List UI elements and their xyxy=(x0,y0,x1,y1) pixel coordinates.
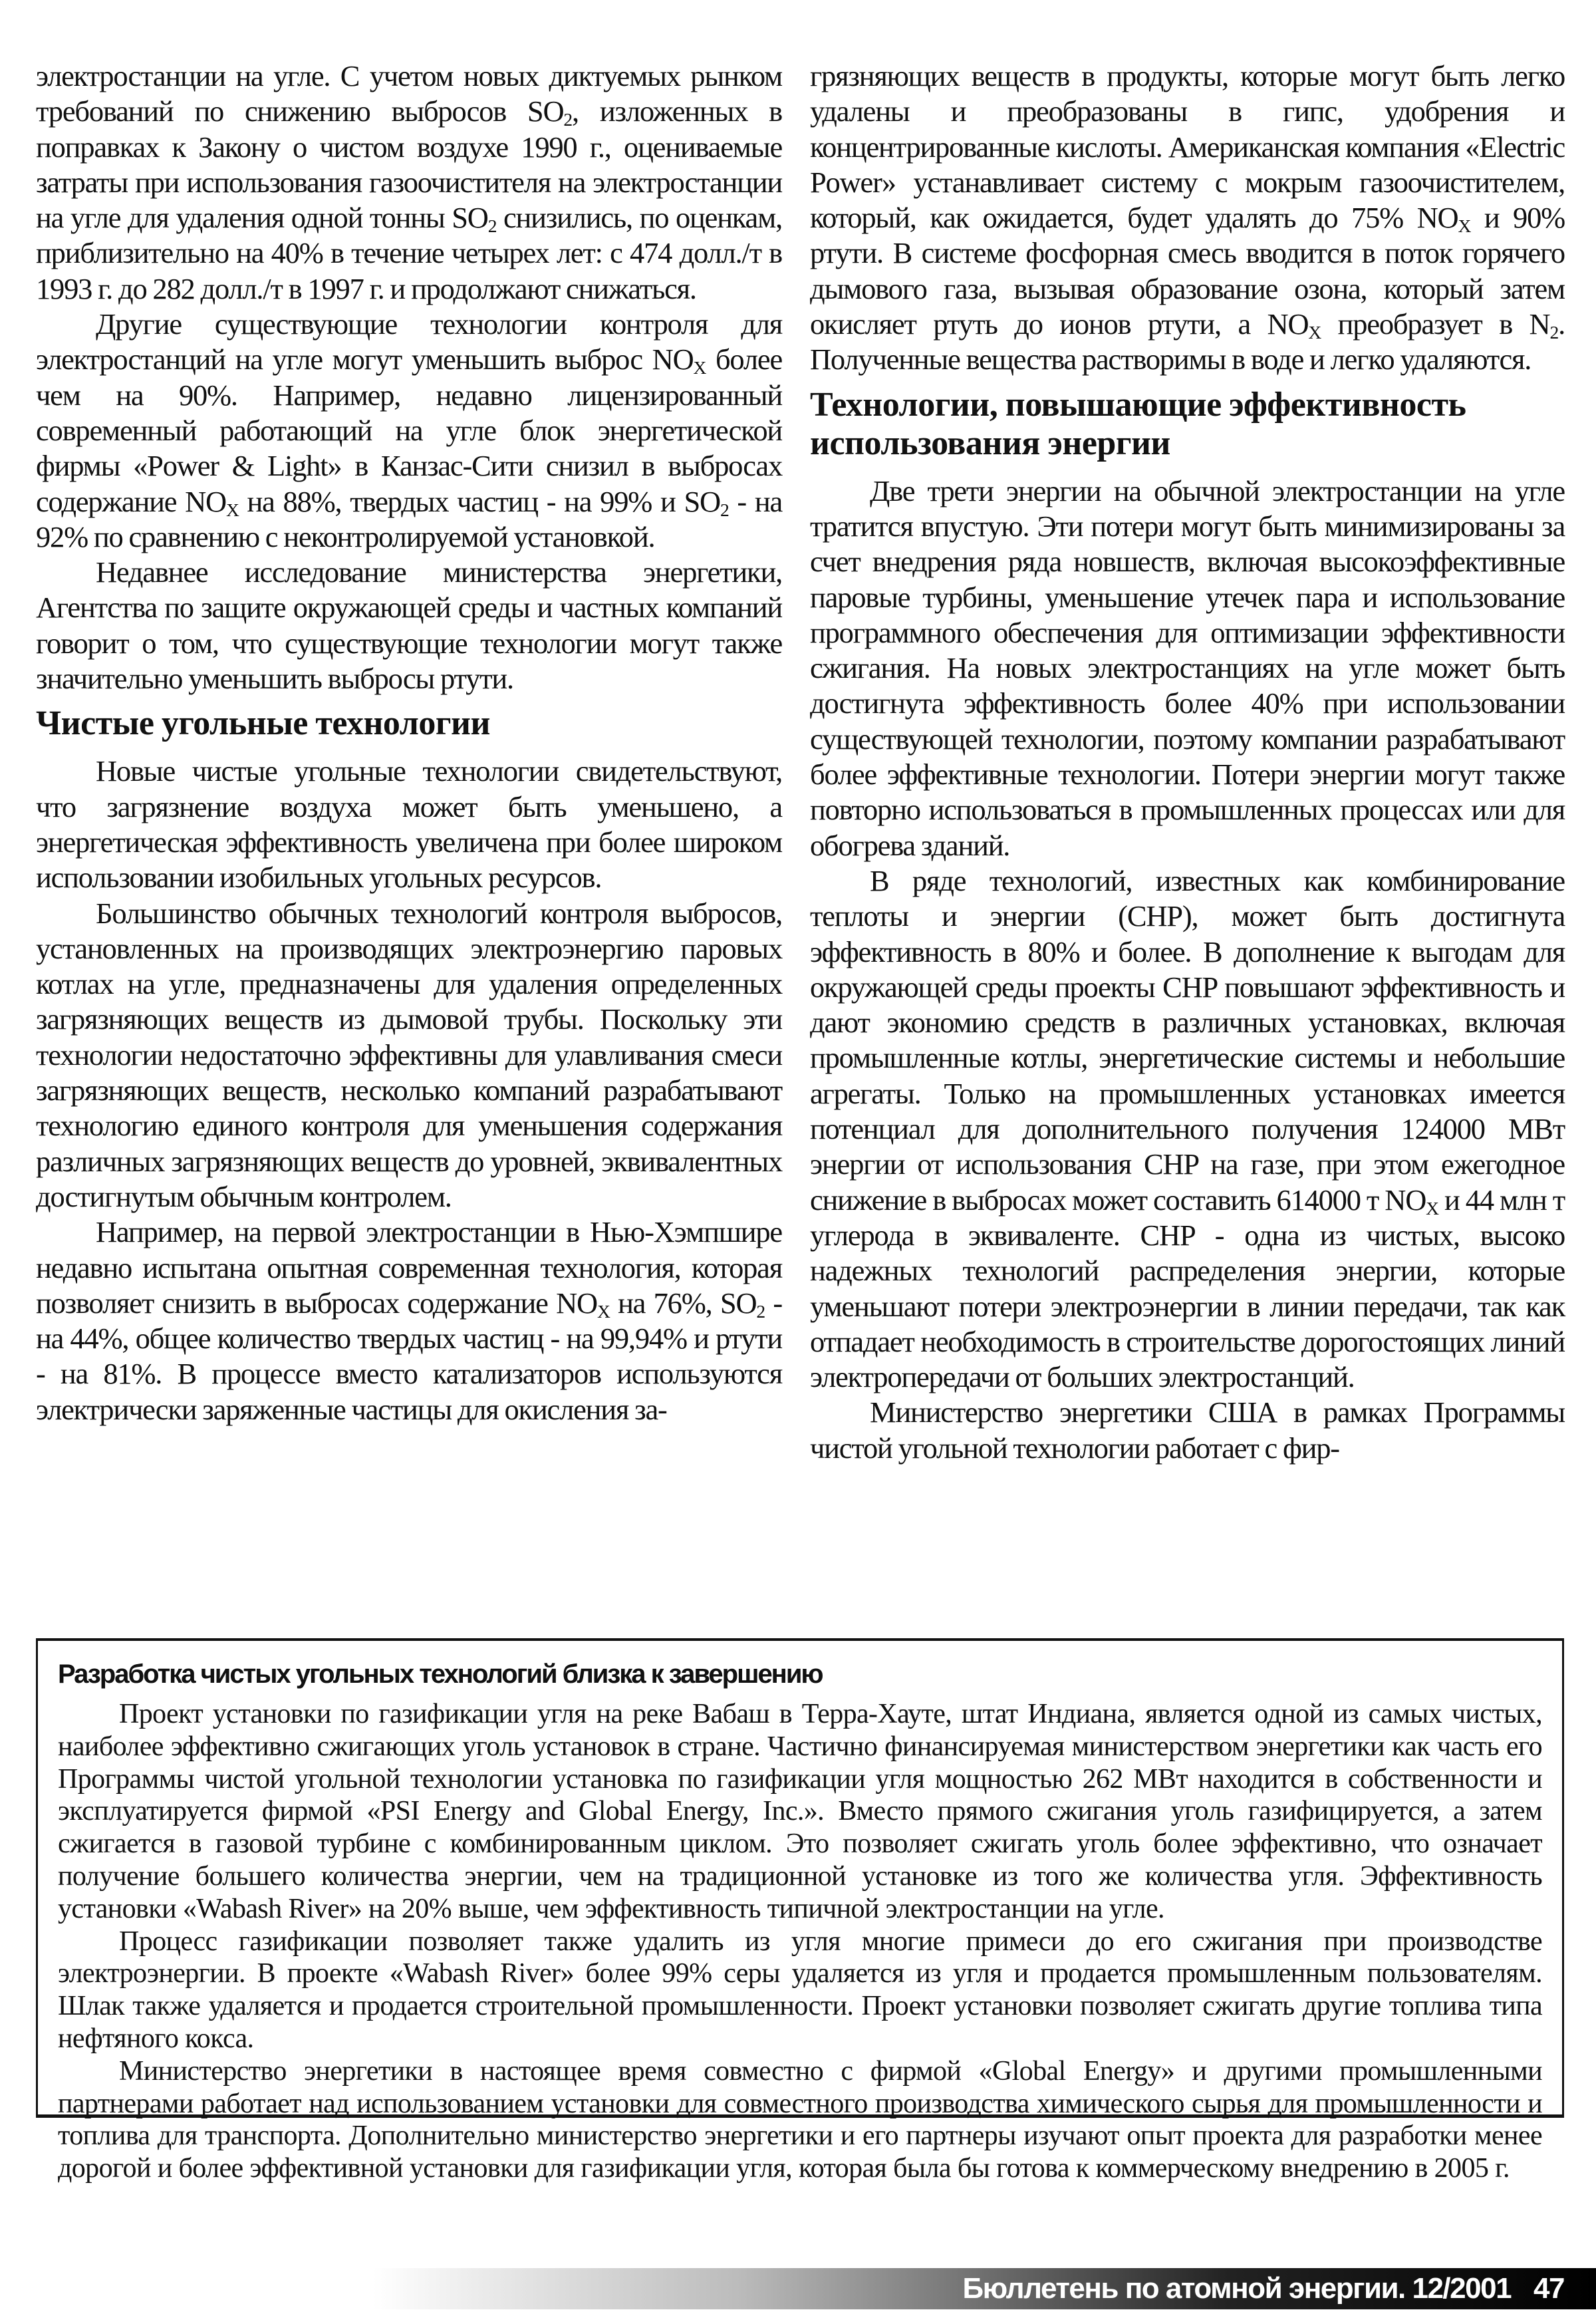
sidebar-box xyxy=(36,1638,1564,2184)
paragraph: Новые чистые угольные технологии свидетельствуют, что загрязнение воздуха может быть уменьшено, а энергетическая эффективность увеличена при более широком использовании изобильных угольных ресурсов. xyxy=(36,754,782,895)
sidebar-paragraph: Министерство энергетики в настоящее время совместно с фирмой «Global Energy» и другими промышленными партнерами работает над использованием установки для совместного производства химического сырья для промышленности и топлива для транспорта. Дополнительно министерство энергетики и его партнеры изучают опыт проекта для разработки менее дорогой и более эффективной установки для газификации угля, которая была бы готова к коммерческому внедрению в 2005 г. xyxy=(58,2055,1542,2184)
section-heading: Технологии, повышающие эффективность использования энергии xyxy=(810,385,1466,462)
right-column xyxy=(810,59,1565,1466)
section-heading: Чистые угольные технологии xyxy=(36,704,490,743)
paragraph: Недавнее исследование министерства энергетики, Агентства по защите окружающей среды и частных компаний говорит о том, что существующие технологии могут также значительно уменьшить выбросы ртути. xyxy=(36,555,782,696)
paragraph: Две трети энергии на обычной электростанции на угле тратится впустую. Эти потери могут быть минимизированы за счет внедрения ряда новшеств, включая высокоэффективные паровые турбины, уменьшение утечек пара и использование программного обеспечения для оптимизации эффективности сжигания. На новых электростанциях на угле может быть достигнута эффективность более 40% при использовании существующей технологии, поэтому компании разрабатывают более эффективные технологии. Потери энергии могут также повторно использоваться в промышленных процессах или для обогрева зданий. xyxy=(810,474,1565,862)
paragraph: В ряде технологий, известных как комбинирование теплоты и энергии (CHP), может быть достигнута эффективность в 80% и более. В дополнение к выгодам для окружающей среды проекты CHP повышают эффективность и дают экономию средств в различных установках, включая промышленные котлы, энергетические системы и небольшие агрегаты. Только на промышленных установках имеется потенциал для дополнительного получения 124000 МВт энергии от использования CHP на газе, при этом ежегодное снижение в выбросах может составить 614000 т $NO_X$ и 44 млн т углерода в эквиваленте. CHP - одна из чистых, высоко надежных технологий распределения энергии, которые уменьшают потери электроэнергии в линии передачи, так как отпадает необходимость в строительстве дорогостоящих линий электропередачи от больших электростанций. xyxy=(810,863,1565,1394)
page-footer xyxy=(0,2268,1596,2309)
paragraph: электростанции на угле. С учетом новых диктуемых рынком требований по снижению выбросов $SO_2$, изложенных в поправках к Закону о чистом воздухе 1990 г., оцениваемые затраты при использования газоочистителя на электростанции на угле для удаления одной тонны $SO_2$ снизились, по оценкам, приблизительно на 40% в течение четырех лет: с 474 долл./т в 1993 г. до 282 долл./т в 1997 г. и продолжают снижаться. xyxy=(36,59,782,305)
footer-label xyxy=(963,2271,1564,2307)
paragraph: Другие существующие технологии контроля для электростанций на угле могут уменьшить выброс $NO_X$ более чем на 90%. Например, недавно лицензированный современный работающий на угле блок энергетической фирмы «Power & Light» в Канзас-Сити снизил в выбросах содержание $NO_X$ на 88%, твердых частиц - на 99% и $SO_2$ - на 92% по сравнению с неконтролируемой установкой. xyxy=(36,307,782,553)
left-column xyxy=(36,59,782,1427)
paragraph: грязняющих веществ в продукты, которые могут быть легко удалены и преобразованы в гипс, удобрения и концентрированные кислоты. Американская компания «Electric Power» устанавливает систему с мокрым газоочистителем, который, как ожидается, будет удалять до 75% $NO_X$ и 90% ртути. В системе фосфорная смесь вводится в поток горячего дымового газа, вызывая образование озона, который затем окисляет ртуть до ионов ртути, а $NO_X$ преобразует в $N_2$. Полученные вещества растворимы в воде и легко удаляются. xyxy=(810,59,1565,376)
page-number: 47 xyxy=(1533,2272,1564,2305)
journal-title: Бюллетень по атомной энергии. 12/2001 xyxy=(962,2272,1512,2305)
paragraph: Большинство обычных технологий контроля выбросов, установленных на производящих электроэнергию паровых котлах на угле, предназначены для удаления определенных загрязняющих веществ из дымовой трубы. Поскольку эти технологии недостаточно эффективны для улавливания смеси загрязняющих веществ, несколько компаний разрабатывают технологию единого контроля для уменьшения содержания различных загрязняющих веществ до уровней, эквивалентных достигнутым обычным контролем. xyxy=(36,896,782,1213)
sidebar-paragraph: Проект установки по газификации угля на реке Вабаш в Терра-Хауте, штат Индиана, является одной из самых чистых, наиболее эффективно сжигающих уголь установок в стране. Частично финансируемая министерством энергетики как часть его Программы чистой угольной технологии установка по газификации угля мощностью 262 МВт находится в собственности и эксплуатируется фирмой «PSI Energy and Global Energy, Inc.». Вместо прямого сжигания уголь газифицируется, а затем сжигается в газовой турбине с комбинированным циклом. Это позволяет сжигать уголь более эффективно, что означает получение большего количества энергии, чем на традиционной установке из того же количества угля. Эффективность установки «Wabash River» на 20% выше, чем эффективность типичной электростанции на угле. xyxy=(58,1699,1542,1924)
paragraph: Например, на первой электростанции в Нью-Хэмпшире недавно испытана опытная современная технология, которая позволяет снизить в выбросах содержание $NO_X$ на 76%, $SO_2$ - на 44%, общее количество твердых частиц - на 99,94% и ртути - на 81%. В процессе вместо катализаторов используются электрически заряженные частицы для окисления за- xyxy=(36,1215,783,1426)
paragraph: Министерство энергетики США в рамках Программы чистой угольной технологии работает с фир- xyxy=(810,1395,1565,1465)
sidebar-box-title: Разработка чистых угольных технологий близка к завершению xyxy=(58,1660,823,1689)
sidebar-paragraph: Процесс газификации позволяет также удалить из угля многие примеси до его сжигания при производстве электроэнергии. В проекте «Wabash River» более 99% серы удаляется из угля и продается промышленным пользователям. Шлак также удаляется и продается строительной промышленности. Проект установки позволяет сжигать другие топлива типа нефтяного кокса. xyxy=(58,1926,1542,2054)
